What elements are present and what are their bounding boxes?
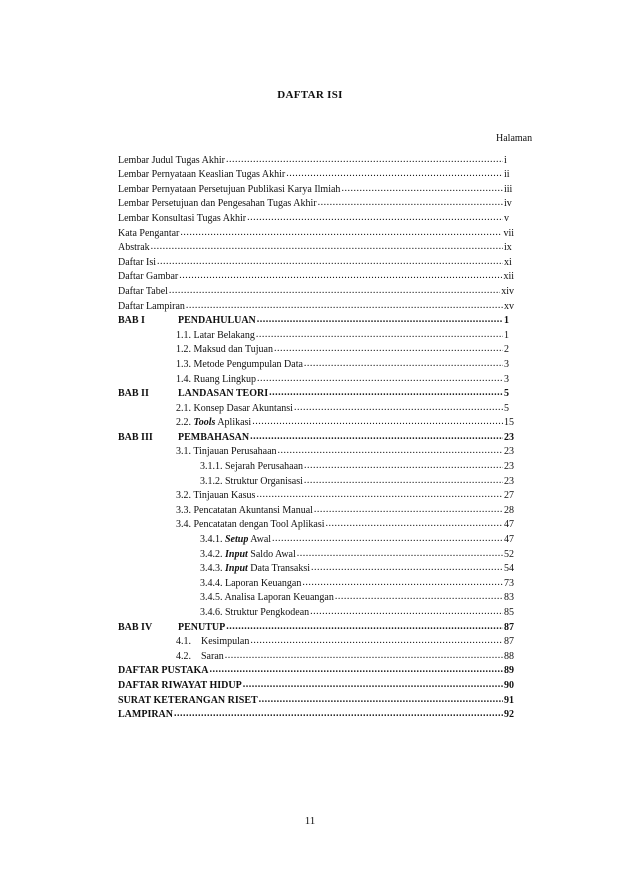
toc-entry-label: Lembar Pernyataan Persetujuan Publikasi Karya Ilmiah [118,183,341,195]
toc-entry-label: PENDAHULUAN [178,315,256,327]
toc-entry [118,400,514,415]
toc-entry-label: 3.1.2. Struktur Organisasi [200,475,303,487]
toc-page-number: xiv [501,285,514,297]
toc-page-number: 52 [504,548,514,560]
toc-leader-dots [326,518,503,530]
toc-page-number: 54 [504,563,514,575]
toc-entry [118,415,514,430]
toc-entry [118,677,514,692]
toc-page-number: 47 [504,519,514,531]
toc-entry [118,604,514,619]
toc-leader-dots [304,358,503,370]
toc-leader-dots [157,256,503,268]
toc-leader-dots [174,708,503,720]
toc-entry-label: Daftar Lampiran [118,300,185,312]
toc-leader-dots [179,270,502,282]
toc-entry [118,648,514,663]
toc-entry [118,692,514,707]
toc-page-number: 89 [504,665,514,677]
toc-page-number: 23 [504,431,514,443]
toc-entry-label: 4.1. Kesimpulan [176,636,250,648]
toc-leader-dots [186,300,503,312]
toc-entry [118,342,514,357]
toc-leader-dots [250,635,503,647]
toc-page-number: 23 [504,461,514,473]
toc-page-number: 1 [504,315,509,327]
toc-entry-label: DAFTAR RIWAYAT HIDUP [118,679,242,691]
toc-entry-label: Kata Pengantar [118,227,180,239]
toc-entry [118,225,514,240]
toc-entry-label: 1.4. Ruang Lingkup [176,373,256,385]
toc-page-number: i [504,154,507,166]
toc-entry-label: 3.4.4. Laporan Keuangan [200,577,302,589]
toc-chapter-number: BAB I [118,315,145,327]
toc-leader-dots [259,694,503,706]
page-number: 11 [304,815,316,827]
page-column-header: Halaman [496,133,533,144]
toc-leader-dots [226,621,503,633]
toc-chapter-number: BAB II [118,388,149,400]
toc-leader-dots [272,533,503,545]
toc-entry [118,181,514,196]
toc-leader-dots [274,343,503,355]
toc-leader-dots [294,402,503,414]
toc-leader-dots [297,548,503,560]
toc-page-number: 88 [504,650,514,662]
toc-page-number: 85 [504,607,514,618]
toc-page-number: 27 [504,490,514,502]
toc-entry [118,663,514,678]
toc-leader-dots [304,475,503,487]
toc-leader-dots [341,183,503,195]
toc-entry-label: 3.4. Pencatatan dengan Tool Aplikasi [176,519,325,531]
toc-leader-dots [256,489,503,501]
toc-leader-dots [269,387,503,399]
toc-entry [118,386,514,401]
toc-entry-label: 4.2. Saran [176,650,224,662]
toc-leader-dots [314,504,503,516]
toc-entry [118,210,514,225]
toc-entry-label: 3.4.5. Analisa Laporan Keuangan [200,592,334,604]
toc-leader-dots [335,591,503,603]
toc-entry [118,167,514,182]
toc-page-number: iv [504,198,512,210]
toc-entry-label: 3.4.6. Struktur Pengkodean [200,607,310,618]
toc-entry [118,444,514,459]
page-title: DAFTAR ISI [277,89,343,101]
toc-leader-dots [226,154,503,166]
toc-page-number: ii [504,169,510,181]
toc-page-number: 1 [504,329,509,341]
toc-page-number: 90 [504,679,514,691]
toc-entry-label: Daftar Isi [118,256,157,268]
toc-leader-dots [225,650,503,662]
toc-page-number: 91 [504,694,514,706]
toc-page-number: xii [503,271,514,283]
toc-entry [118,561,514,576]
toc-entry [118,458,514,473]
toc-entry-label: 1.1. Latar Belakang [176,329,255,341]
toc-page-number: 23 [504,475,514,487]
toc-entry-label: LANDASAN TEORI [178,388,269,400]
toc-page-number: 3 [504,358,509,370]
toc-entry [118,327,514,342]
toc-entry-label: Daftar Tabel [118,285,168,297]
toc-entry [118,546,514,561]
toc-entry [118,531,514,546]
toc-entry-label: 2.2. Tools Aplikasi [176,417,252,429]
toc-leader-dots [257,373,503,385]
toc-entry-label: Daftar Gambar [118,271,179,283]
toc-entry [118,619,514,634]
toc-entry [118,502,514,517]
toc-page-number: xi [504,256,512,268]
toc-entry-label: 3.3. Pencatatan Akuntansi Manual [176,504,313,516]
toc-entry-label: 3.4.1. Setup Awal [200,534,272,546]
toc-chapter-number: BAB IV [118,621,153,633]
toc-entry-label: LAMPIRAN [118,709,173,721]
toc-entry-label: PENUTUP [178,621,226,633]
toc-page-number: 47 [504,534,514,546]
toc-leader-dots [247,212,503,224]
toc-page-number: 2 [504,344,509,356]
toc-entry [118,575,514,590]
toc-page-number: 87 [504,636,514,648]
toc-page-number: 23 [504,446,514,458]
toc-entry [118,517,514,532]
toc-leader-dots [304,460,503,472]
toc-page-number: iii [504,183,513,195]
toc-entry [118,196,514,211]
toc-entry-label: SURAT KETERANGAN RISET [118,694,258,706]
toc-leader-dots [257,314,503,326]
table-of-contents [118,152,514,721]
toc-entry [118,371,514,386]
toc-page-number: v [504,212,509,224]
toc-leader-dots [243,679,503,691]
toc-entry [118,488,514,503]
toc-leader-dots [310,606,503,618]
toc-entry [118,590,514,605]
toc-page-number: 5 [504,388,509,400]
toc-page-number: 3 [504,373,509,385]
toc-entry [118,298,514,313]
toc-entry-label: Lembar Konsultasi Tugas Akhir [118,212,247,224]
toc-entry [118,707,514,722]
toc-leader-dots [302,577,503,589]
toc-entry-label: 3.1.1. Sejarah Perusahaan [200,461,304,473]
toc-page-number: 92 [504,709,514,721]
toc-entry [118,356,514,371]
toc-leader-dots [278,445,503,457]
toc-entry-label: DAFTAR PUSTAKA [118,665,209,677]
toc-entry-label: Lembar Judul Tugas Akhir [118,154,225,166]
toc-entry [118,313,514,328]
toc-page-number: 28 [504,504,514,516]
toc-page-number: 5 [504,402,509,414]
toc-leader-dots [256,329,503,341]
toc-leader-dots [209,664,503,676]
toc-entry-label: Abstrak [118,242,150,254]
toc-leader-dots [252,416,503,428]
toc-page-number: 15 [504,417,514,429]
toc-entry-label: 3.4.3. Input Data Transaksi [200,563,311,575]
toc-entry [118,429,514,444]
toc-entry-label: 1.3. Metode Pengumpulan Data [176,358,303,370]
toc-leader-dots [169,285,500,297]
toc-entry-label: 3.4.2. Input Saldo Awal [200,548,296,560]
toc-leader-dots [151,241,503,253]
toc-chapter-number: BAB III [118,431,153,443]
toc-entry-label: 3.2. Tinjauan Kasus [176,490,256,502]
toc-entry-label: Lembar Pernyataan Keaslian Tugas Akhir [118,169,286,181]
toc-entry [118,283,514,298]
toc-leader-dots [250,431,503,443]
toc-page-number: 73 [504,577,514,589]
toc-entry-label: PEMBAHASAN [178,431,250,443]
toc-entry [118,152,514,167]
toc-page-number: ix [504,242,512,254]
toc-entry-label: 3.1. Tinjauan Perusahaan [176,446,277,458]
toc-entry [118,473,514,488]
toc-leader-dots [180,227,502,239]
toc-page-number: xv [504,300,514,312]
toc-entry [118,634,514,649]
toc-entry-label: 2.1. Konsep Dasar Akuntansi [176,402,293,414]
toc-entry [118,240,514,255]
toc-page-number: vii [503,227,514,239]
toc-leader-dots [311,562,503,574]
toc-entry-label: Lembar Persetujuan dan Pengesahan Tugas Akhir [118,198,317,210]
toc-entry-label: 1.2. Maksud dan Tujuan [176,344,273,356]
toc-entry [118,269,514,284]
toc-page-number: 83 [504,592,514,604]
toc-leader-dots [318,197,503,209]
toc-page-number: 87 [504,621,514,633]
toc-entry [118,254,514,269]
toc-leader-dots [286,168,503,180]
